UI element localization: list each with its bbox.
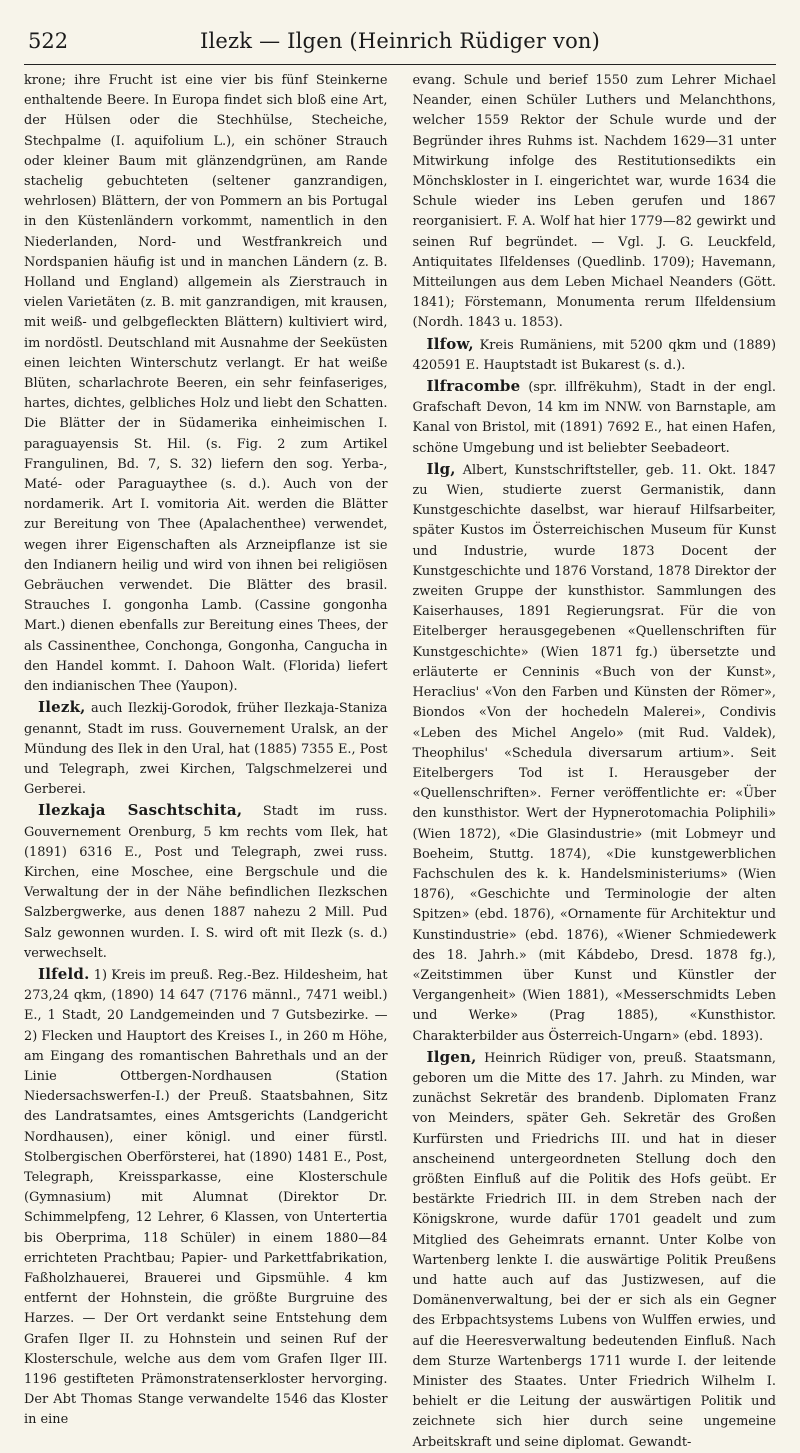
entry-ilg: Ilg, Albert, Kunstschriftsteller, geb. 11. Okt. 1847 zu Wien, studierte zuerst Germanistik, dann Kunstgeschichte daselbst, war hierauf Hilfsarbeiter, später Kustos im Österreichischen Museum für Kunst und Industrie, wurde 1873 Docent der Kunstgeschichte und 1876 Vorstand, 1878 Direktor der zweiten Gruppe der kunsthistor. Sammlungen des Kaiserhauses, 1891 Regierungsrat. Für die von Eitelberger herausgegebenen «Quellenschriften für Kunstgeschichte» (Wien 1871 fg.) übersetzte und erläuterte er Cenninis «Buch von der Kunst», Heraclius' «Von den Farben und Künsten der Römer», Biondos «Von der hochedeln Malerei», Condivis «Leben des Michel Angelo» (mit Rud. Valdek), Theophilus' «Schedula diversarum artium». Seit Eitelbergers Tod ist I. Herausgeber der «Quellenschriften». Ferner veröffentlichte er: «Über den kunsthistor. Wert der Hypnerotomachia Poliphili» (Wien 1872), «Die Glasindustrie» (mit Lobmeyr und Boeheim, Stuttg. 1874), «Die kunstgewerblichen Fachschulen des k. k. Handelsministeriums» (Wien 1876), «Geschichte und Terminologie der alten Spitzen» (ebd. 1876), «Ornamente für Architektur und Kunstindustrie» (ebd. 1876), «Wiener Schmiedewerk des 18. Jahrh.» (mit Kábdebo, Dresd. 1878 fg.), «Zeitstimmen über Kunst und Künstler der Vergangenheit» (Wien 1881), «Messerschmidts Leben und Werke» (Prag 1885), «Kunsthistor. Charakterbilder aus Österreich-Ungarn» (ebd. 1893). [412, 459, 776, 1044]
entry-ilezkaja-saschtschita: Ilezkaja Saschtschita, Stadt im russ. Gouvernement Orenburg, 5 km rechts vom Ilek, hat (1891) 6316 E., Post und Telegraph, zwei russ. Kirchen, eine Moschee, eine Bergschule und die Verwaltung der in der Nähe befindlichen Ilezkschen Salzbergwerke, aus denen 1887 nahezu 2 Mill. Pud Salz gewonnen wurden. I. S. wird oft mit Ilezk (s. d.) verwechselt. [24, 801, 388, 961]
text-columns [24, 71, 776, 1450]
entry-headword: Ilfeld. [38, 964, 90, 983]
entry-ilezk: Ilezk, auch Ilezkij-Gorodok, früher Ilezkaja-Staniza genannt, Stadt im russ. Gouvernement Uralsk, an der Mündung des Ilek in den Ural, hat (1885) 7355 E., Post und Telegraph, zwei Kirchen, Talgschmelzerei und Gerberei. [24, 698, 388, 798]
entry-headword: Ilezkaja Saschtschita, [38, 801, 243, 820]
page-number: 522 [28, 29, 69, 53]
entry-ilfow: Ilfow, Kreis Rumäniens, mit 5200 qkm und (1889) 420591 E. Hauptstadt ist Bukarest (s. d.). [412, 334, 776, 373]
entry-headword: Ilfow, [426, 334, 474, 353]
entry-headword: Ilezk, [38, 698, 86, 717]
entry-headword: Ilg, [426, 459, 456, 478]
entry-ilfracombe: Ilfracombe (spr. illfrëkuhm), Stadt in der engl. Grafschaft Devon, 14 km im NNW. von Barnstaple, am Kanal von Bristol, mit (1891) 7692 E., hat einen Hafen, schöne Umgebung und ist beliebter Seebadeort. [412, 377, 776, 456]
right-column [400, 71, 777, 1450]
entry-headword: Ilfracombe [426, 377, 521, 396]
entry-ilfeld: Ilfeld. 1) Kreis im preuß. Reg.-Bez. Hildesheim, hat 273,24 qkm, (1890) 14 647 (7176 männl., 7471 weibl.) E., 1 Stadt, 20 Landgemeinden und 7 Gutsbezirke. — 2) Flecken und Hauptort des Kreises I., in 260 m Höhe, am Eingang des romantischen Bahrethals und an der Linie Ottbergen-Nordhausen (Station Niedersachswerfen-I.) der Preuß. Staatsbahnen, Sitz des Landratsamtes, eines Amtsgerichts (Landgericht Nordhausen), einer königl. und einer fürstl. Stolbergischen Oberförsterei, hat (1890) 1481 E., Post, Telegraph, Kreissparkasse, eine Klosterschule (Gymnasium) mit Alumnat (Direktor Dr. Schimmelpfeng, 12 Lehrer, 6 Klassen, von Untertertia bis Oberprima, 118 Schüler) in einem 1880—84 errichteten Prachtbau; Papier- und Parkettfabrikation, Faßholzhauerei, Brauerei und Gipsmühle. 4 km entfernt der Hohnstein, die größte Burgruine des Harzes. — Der Ort verdankt seine Entstehung dem Grafen Ilger II. zu Hohnstein und seinen Ruf der Klosterschule, welche aus dem vom Grafen Ilger III. 1196 gestifteten Prämonstratenserkloster hervorging. Der Abt Thomas Stange verwandelte 1546 das Kloster in eine [24, 964, 388, 1428]
paragraph: krone; ihre Frucht ist eine vier bis fünf Steinkerne enthaltende Beere. In Europa findet sich bloß eine Art, der Hülsen oder die Stechhülse, Stecheiche, Stechpalme (I. aquifolium L.), ein schöner Strauch oder kleiner Baum mit glänzendgrünen, am Rande stachelig gebuchteten (seltener ganzrandigen, wehrlosen) Blättern, der von Pommern an bis Portugal in den Küstenländern vorkommt, namentlich in den Niederlanden, Nord- und Westfrankreich und Nordspanien häufig ist und in manchen Ländern (z. B. Holland und England) allgemein als Zierstrauch in vielen Varietäten (z. B. mit ganzrandigen, mit krausen, mit weiß- und gelbgefleckten Blättern) kultiviert wird, im nordöstl. Deutschland mit Ausnahme der Seeküsten einen leichten Winterschutz verlangt. Er hat weiße Blüten, scharlachrote Beeren, ein sehr feinfaseriges, hartes, dichtes, gelbliches Holz und liebt den Schatten. Die Blätter der in Südamerika einheimischen I. paraguayensis St. Hil. (s. Fig. 2 zum Artikel Frangulinen, Bd. 7, S. 32) liefern den sog. Yerba-, Maté- oder Paraguaythee (s. d.). Auch von der nordamerik. Art I. vomitoria Ait. werden die Blätter zur Bereitung von Thee (Apalachenthee) verwendet, wegen ihrer Eigenschaften als Arzneipflanze ist sie den Indianern heilig und wird von ihnen bei religiösen Gebräuchen verwendet. Die Blätter des brasil. Strauches I. gongonha Lamb. (Cassine gongonha Mart.) dienen ebenfalls zur Bereitung eines Thees, der als Cassinenthee, Conchonga, Gongonha, Canguchа in den Handel kommt. I. Dahoon Walt. (Florida) liefert den indianischen Thee (Yaupon). [24, 73, 388, 695]
running-title: Ilezk — Ilgen (Heinrich Rüdiger von) [199, 29, 601, 53]
running-header [24, 22, 776, 65]
paragraph: evang. Schule und berief 1550 zum Lehrer Michael Neander, einen Schüler Luthers und Melanchthons, welcher 1559 Rektor der Schule wurde und der Begründer ihres Ruhms ist. Nachdem 1629—31 unter Mitwirkung infolge des Restitutionsedikts ein Mönchskloster in I. eingerichtet war, wurde 1634 die Schule wieder ins Leben gerufen und 1867 reorganisiert. F. A. Wolf hat hier 1779—82 gewirkt und seinen Ruf begründet. — Vgl. J. G. Leuckfeld, Antiquitates Ilfeldenses (Quedlinb. 1709); Havemann, Mitteilungen aus dem Leben Michael Neanders (Gött. 1841); Förstemann, Monumenta rerum Ilfeldensium (Nordh. 1843 u. 1853). [412, 73, 776, 331]
left-column [24, 71, 400, 1428]
entry-ilgen: Ilgen, Heinrich Rüdiger von, preuß. Staatsmann, geboren um die Mitte des 17. Jahrh. zu Minden, war zunächst Sekretär des brandenb. Diplomaten Franz von Meinders, später Geh. Sekretär des Großen Kurfürsten und Friedrichs III. und hat in dieser anscheinend untergeordneten Stellung doch den größten Einfluß auf die Politik des Hofs geübt. Er bestärkte Friedrich III. in dem Streben nach der Königskrone, wurde dafür 1701 geadelt und zum Mitglied des Geheimrats ernannt. Unter Kolbe von Wartenberg lenkte I. die auswärtige Politik Preußens und hatte auch auf das Justizwesen, auf die Domänenverwaltung, bei der er sich als ein Gegner des Erbpachtsystems Lubens von Wulffen erwies, und auf die Heeresverwaltung bedeutenden Einfluß. Nach dem Sturze Wartenbergs 1711 wurde I. der leitende Minister des Staates. Unter Friedrich Wilhelm I. behielt er die Leitung der auswärtigen Politik und zeichnete sich hier durch seine ungemeine Arbeitskraft und seine diplomat. Gewandt- [412, 1047, 776, 1450]
entry-headword: Ilgen, [426, 1047, 477, 1066]
